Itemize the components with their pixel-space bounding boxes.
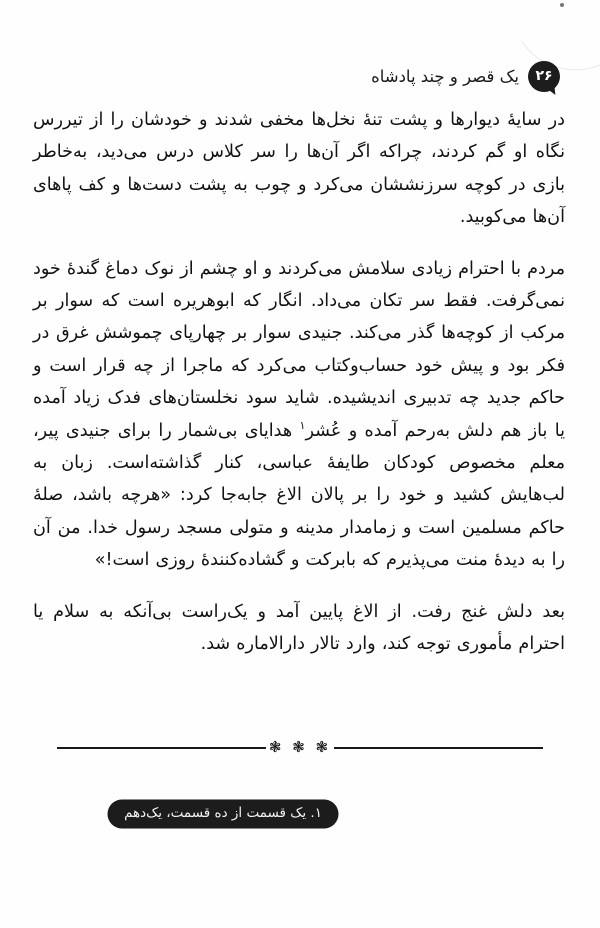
separator-rule-right <box>334 747 543 749</box>
body-paragraph: بعد دلش غنج رفت. از الاغ پایین آمد و یک‌راست بی‌آنکه به سلام یا احترام مأموری توجه کند، وارد تالار دارالاماره شد. <box>33 601 565 655</box>
section-separator <box>57 735 543 761</box>
footnote-area <box>40 800 560 828</box>
page-number-text: ۲۶ <box>535 68 553 84</box>
body-paragraph: در سایهٔ دیوارها و پشت تنهٔ نخل‌ها مخفی شدند و خودشان را از تیررس نگاه او گم کردند، چراکه اگر آن‌ها را سر کلاس درس می‌دید، به‌خاطر بازی در کوچه سرزنششان می‌کرد و چوب به پشت دست‌ها و کف پاهای آن‌ها می‌کوبید. <box>33 110 565 228</box>
paragraph-text-before-footnote: مردم با احترام زیادی سلامش می‌کردند و او چشم از نوک دماغ گندهٔ خود نمی‌گرفت. فقط سر تکان می‌داد. انگار که ابوهریره است که سوار بر مرکب از کوچه‌ها گذر می‌کند. جنیدی سوار بر چهارپای چموشش غرق در فکر بود و پیش خود حساب‌وکتاب می‌کرد که ماجرا از چه قرار است و حاکم جدید چه تدبیری اندیشیده. شاید سود نخلستان‌های فدک زیاد آمده یا باز هم دلش به‌رحم آمده و عُشر <box>33 258 566 441</box>
footnote-reference-marker[interactable]: ۱ <box>299 418 306 432</box>
page-header <box>40 56 560 96</box>
scan-speck-artifact <box>560 3 564 7</box>
page-number-badge <box>528 61 560 92</box>
floret-ornament-icon: ❃ ❃ ❃ <box>268 737 332 756</box>
footnote-text: ۱. یک قسمت از ده قسمت، یک‌دهم <box>108 800 338 828</box>
page-body <box>33 104 565 661</box>
running-head-title: یک قصر و چند پادشاه <box>371 66 519 86</box>
body-paragraph-with-footnote <box>33 253 565 577</box>
separator-rule-left <box>57 747 266 749</box>
paragraph-text-after-footnote: هدایای بی‌شمار را برای جنیدی پیر، معلم مخصوص کودکان طایفهٔ عباسی، کنار گذاشته‌است. زبان به لب‌هایش کشید و خود را بر پالان الاغ جابه‌جا کرد: «هرچه باشد، صلهٔ حاکم مسلمین است و زمامدار مدینه و متولی مسجد رسول خدا. من آن را به دیدهٔ منت می‌پذیرم که بابرکت و گشاده‌کنندهٔ روزی است!» <box>33 420 565 571</box>
